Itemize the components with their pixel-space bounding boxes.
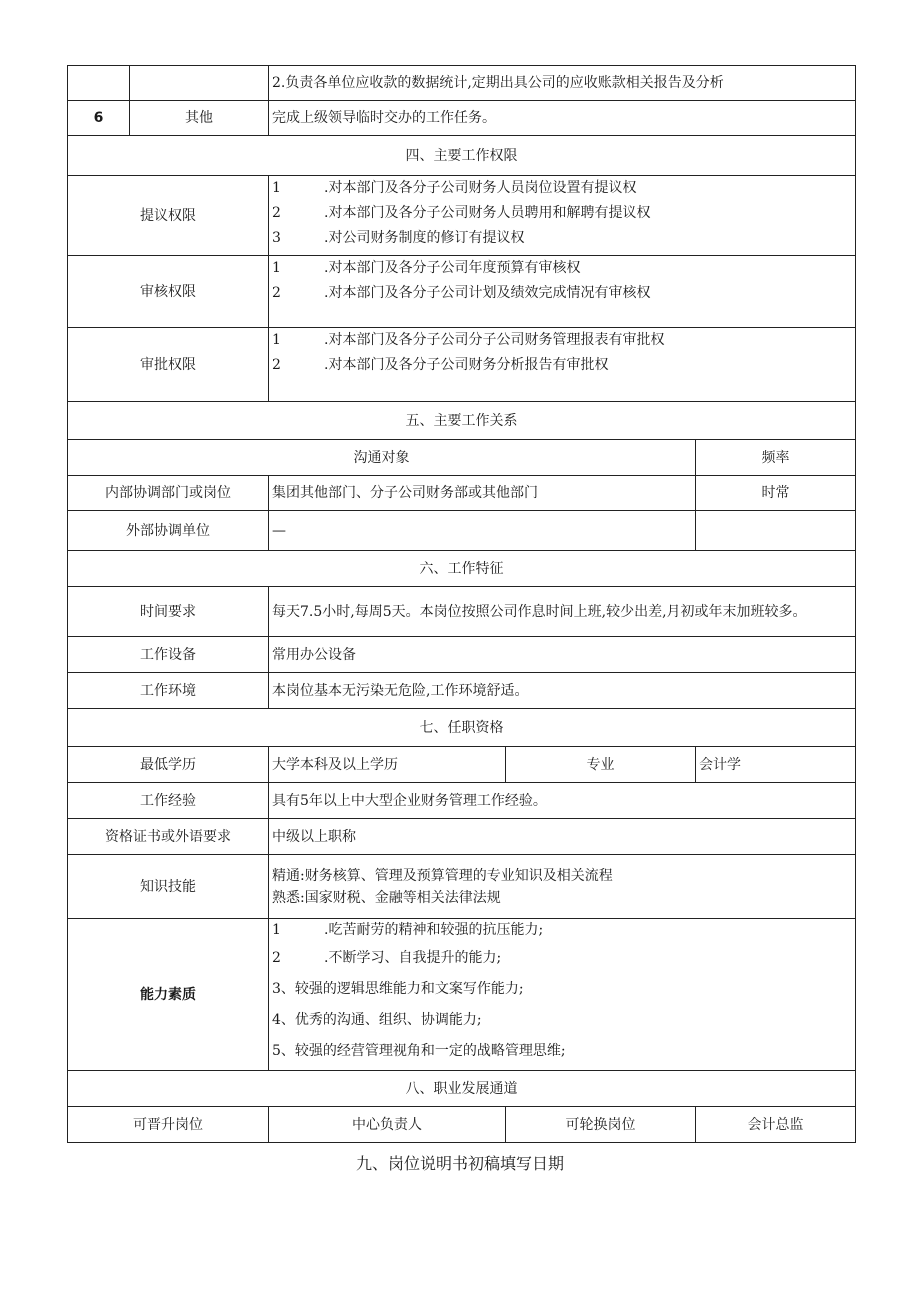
- promote-label: 可晋升岗位: [68, 1107, 269, 1143]
- major-value: 会计学: [696, 747, 856, 783]
- characteristic-value: 常用办公设备: [269, 637, 856, 673]
- authority-items: [269, 328, 856, 402]
- list-item: 3、较强的逻辑思维能力和文案写作能力;: [272, 981, 524, 997]
- job-description-table: [67, 65, 856, 1143]
- characteristic-value: 本岗位基本无污染无危险,工作环境舒适。: [269, 673, 856, 709]
- authority-label: 提议权限: [68, 176, 269, 256]
- list-item: 1 .对本部门及各分子公司财务人员岗位设置有提议权: [272, 180, 637, 196]
- authority-items: [269, 176, 856, 256]
- header-object: 沟通对象: [68, 440, 696, 476]
- relation-object: —: [269, 511, 696, 551]
- duty-name: [130, 66, 269, 101]
- authority-label: 审批权限: [68, 328, 269, 402]
- list-item: 5、较强的经营管理视角和一定的战略管理思维;: [272, 1043, 566, 1059]
- characteristic-environment-row: [68, 673, 856, 709]
- list-item: 1 .对本部门及各分子公司分子公司财务管理报表有审批权: [272, 332, 665, 348]
- authority-items: [269, 256, 856, 328]
- section-title-authority: 四、主要工作权限: [68, 136, 856, 176]
- cert-value: 中级以上职称: [269, 819, 856, 855]
- cert-label: 资格证书或外语要求: [68, 819, 269, 855]
- qualification-cert-row: [68, 819, 856, 855]
- characteristic-value: 每天7.5小时,每周5天。本岗位按照公司作息时间上班,较少出差,月初或年末加班较多。: [269, 587, 856, 637]
- rotate-value: 会计总监: [696, 1107, 856, 1143]
- authority-propose-row: [68, 176, 856, 256]
- list-item: 2 .对本部门及各分子公司财务人员聘用和解聘有提议权: [272, 205, 651, 221]
- skill-line: 精通:财务核算、管理及预算管理的专业知识及相关流程: [272, 867, 613, 884]
- section-title-career: 八、职业发展通道: [68, 1071, 856, 1107]
- authority-review-row: [68, 256, 856, 328]
- list-item: 4、优秀的沟通、组织、协调能力;: [272, 1012, 482, 1028]
- duty-description: 完成上级领导临时交办的工作任务。: [269, 101, 856, 136]
- relations-external-row: [68, 511, 856, 551]
- duty-name: 其他: [130, 101, 269, 136]
- section-title-characteristics: 六、工作特征: [68, 551, 856, 587]
- duty-row-6: [68, 101, 856, 136]
- education-value: 大学本科及以上学历: [269, 747, 506, 783]
- characteristic-equipment-row: [68, 637, 856, 673]
- relation-frequency: [696, 511, 856, 551]
- rotate-label: 可轮换岗位: [506, 1107, 696, 1143]
- section-title-draft-date: 九、岗位说明书初稿填写日期: [355, 1154, 564, 1173]
- skills-label: 知识技能: [68, 855, 269, 919]
- education-label: 最低学历: [68, 747, 269, 783]
- list-item: 2 .对本部门及各分子公司计划及绩效完成情况有审核权: [272, 285, 651, 301]
- section-title-qualifications: 七、任职资格: [68, 709, 856, 747]
- major-label: 专业: [506, 747, 696, 783]
- relation-label: 外部协调单位: [68, 511, 269, 551]
- section-title-relations: 五、主要工作关系: [68, 402, 856, 440]
- skills-value: [269, 855, 856, 919]
- career-row: [68, 1107, 856, 1143]
- ability-items: [269, 919, 856, 1071]
- characteristic-time-row: [68, 587, 856, 637]
- list-item: 2 .不断学习、自我提升的能力;: [272, 950, 502, 966]
- list-item: 3 .对公司财务制度的修订有提议权: [272, 230, 525, 246]
- duty-number: 6: [68, 101, 130, 136]
- duty-row-5-continued: [68, 66, 856, 101]
- characteristic-label: 工作环境: [68, 673, 269, 709]
- qualification-skills-row: [68, 855, 856, 919]
- list-item: 1 .吃苦耐劳的精神和较强的抗压能力;: [272, 922, 544, 938]
- relation-frequency: 时常: [696, 476, 856, 511]
- skill-line: 熟悉:国家财税、金融等相关法律法规: [272, 889, 501, 906]
- characteristic-label: 工作设备: [68, 637, 269, 673]
- qualification-education-row: [68, 747, 856, 783]
- duty-description: 2.负责各单位应收款的数据统计,定期出具公司的应收账款相关报告及分析: [269, 66, 856, 101]
- ability-label: 能力素质: [68, 919, 269, 1071]
- relations-header-row: [68, 440, 856, 476]
- experience-label: 工作经验: [68, 783, 269, 819]
- relation-object: 集团其他部门、分子公司财务部或其他部门: [269, 476, 696, 511]
- qualification-ability-row: [68, 919, 856, 1071]
- relations-internal-row: [68, 476, 856, 511]
- header-frequency: 频率: [696, 440, 856, 476]
- experience-value: 具有5年以上中大型企业财务管理工作经验。: [269, 783, 856, 819]
- authority-label: 审核权限: [68, 256, 269, 328]
- authority-approve-row: [68, 328, 856, 402]
- promote-value: 中心负责人: [269, 1107, 506, 1143]
- characteristic-label: 时间要求: [68, 587, 269, 637]
- duty-number: [68, 66, 130, 101]
- list-item: 2 .对本部门及各分子公司财务分析报告有审批权: [272, 357, 609, 373]
- qualification-experience-row: [68, 783, 856, 819]
- relation-label: 内部协调部门或岗位: [68, 476, 269, 511]
- list-item: 1 .对本部门及各分子公司年度预算有审核权: [272, 260, 581, 276]
